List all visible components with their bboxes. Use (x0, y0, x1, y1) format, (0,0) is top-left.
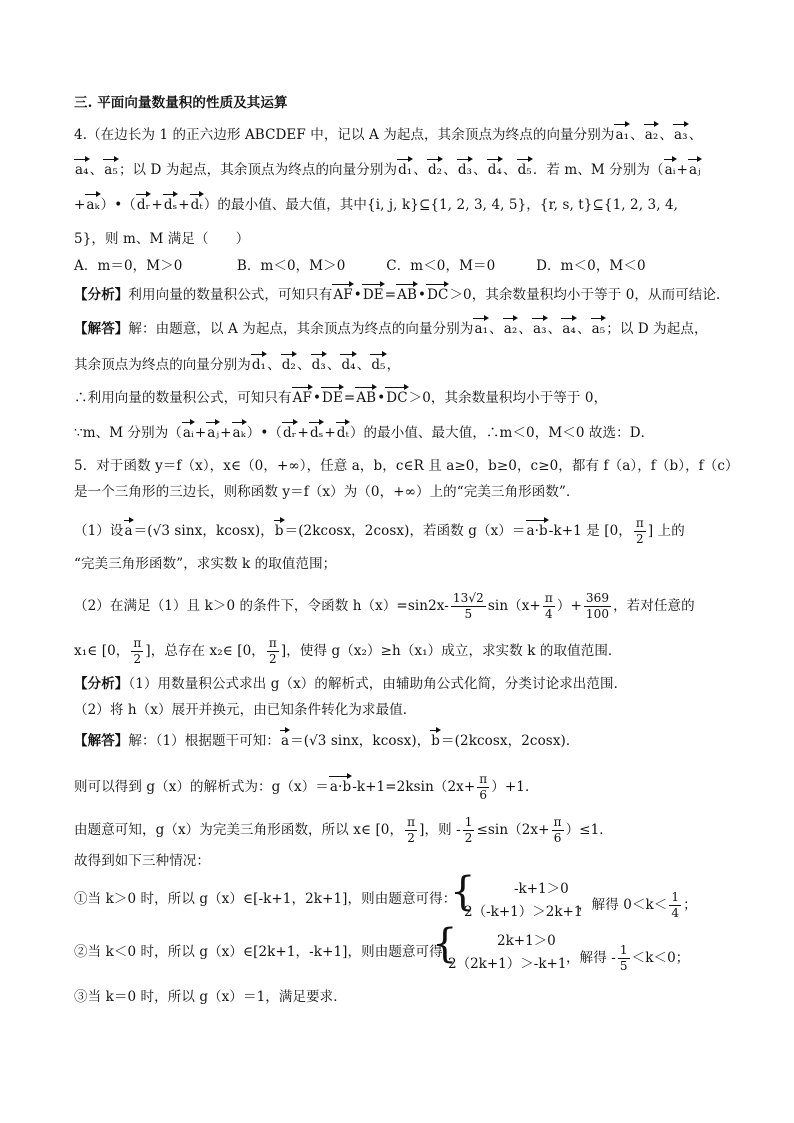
vector-a2: a₂ (644, 127, 659, 143)
analysis-tag: 【分析】 (74, 287, 129, 303)
q5-analysis-1: 【分析】（1）用数量积公式求出 g（x）的解析式，由辅助角公式化简，分类讨论求出范围． (74, 676, 628, 692)
fraction-369-over-100: $\frac{369}{100}$ (585, 591, 610, 621)
case-1-result: ，解得 0＜k＜ $\frac{1}{4}$ ； (578, 890, 697, 920)
q5-part2-line1: （2）在满足（1）且 k＞0 的条件下，令函数 h（x）=sin2x- $\frac{13√2}{5}$ sin（x+ $\frac{\pi}{4}$ ）+ $\frac{369}{100}$ ，若对任意的 (74, 591, 695, 621)
q4-line-1: 4.（在边长为 1 的正六边形 ABCDEF 中，记以 A 为起点，其余顶点为终点的向量分别为a₁、a₂、a₃、 (74, 127, 703, 143)
section-title: 三. 平面向量数量积的性质及其运算 (74, 95, 288, 111)
vector-a1: a₁ (615, 127, 630, 143)
q4-line-4: 5}，则 m、M 满足（ ） (74, 231, 250, 247)
q5-solution-3: 由题意可知，g（x）为完美三角形函数，所以 x∈ [0， $\frac{\pi}{2}$ ]，则 - $\frac{1}{2}$ ≤sin（2x+ $\frac{\pi}{6}$ ）≤1． (74, 815, 613, 845)
q5-solution-2: 则可以得到 g（x）的解析式为：g（x）＝a·b-k+1=2ksin（2x+ $\frac{\pi}{6}$ ）+1． (74, 772, 539, 802)
vector-d4: d₄ (487, 162, 502, 178)
q4-solution-3: ∴利用向量的数量积公式，可知只有AF•DE=AB•DC＞0，其余数量积均小于等于 0， (74, 390, 608, 406)
q5-part2-line2: x₁∈ [0， $\frac{\pi}{2}$ ]，总存在 x₂∈ [0， $\frac{\pi}{2}$ ]，使得 g（x₂）≥h（x₁）成立，求实数 k 的取值范围． (74, 636, 622, 666)
vector-d2: d₂ (427, 162, 443, 178)
q4-solution-1: 【解答】解：由题意，以 A 为起点，其余顶点为终点的向量分别为a₁、a₂、a₃、a₄、a₅；以 D 为起点， (74, 321, 708, 337)
q5-line-2: 是一个三角形的三边长，则称函数 y＝f（x）为（0，+∞）上的“完美三角形函数”． (74, 484, 580, 500)
q4-line-2: a₄、a₅；以 D 为起点，其余顶点为终点的向量分别为d₁、d₂、d₃、d₄、d₅．若 m、M 分别为（aᵢ+aⱼ (75, 162, 701, 178)
vector-d5: d₅ (517, 162, 532, 178)
case-2-result: ，解得 - $\frac{1}{5}$ ＜k＜0； (566, 943, 690, 973)
q5-analysis-2: （2）将 h（x）展开并换元，由已知条件转化为求最值． (74, 702, 417, 718)
q5-solution-4: 故得到如下三种情况： (74, 853, 210, 869)
vector-a4: a₄ (75, 162, 89, 178)
vector-d3: d₃ (457, 162, 473, 178)
q5-part1-line2: “完美三角形函数”，求实数 k 的取值范围； (74, 556, 337, 572)
case-2-brace: { (432, 921, 458, 967)
solution-tag: 【解答】 (74, 321, 129, 337)
fraction-pi-over-4: $\frac{\pi}{4}$ (544, 591, 553, 621)
q5-solution-1: 【解答】解：（1）根据题干可知：a＝(√3 sinx，kcosx)，b＝(2kcosx，2cosx)． (74, 733, 580, 749)
case-2-system-line-2: 2（2k+1）＞-k+1 (448, 956, 567, 972)
case-1-system-line-1: -k+1＞0 (514, 881, 569, 897)
case-1-brace: { (450, 869, 476, 915)
fraction-13root2-over-5: $\frac{13√2}{5}$ (452, 591, 484, 621)
q4-analysis: 【分析】利用向量的数量积公式，可知只有AF•DE=AB•DC＞0，其余数量积均小于等于 0，从而可结论． (74, 287, 730, 303)
case-2-system-line-1: 2k+1＞0 (497, 933, 556, 949)
q5-line-1: 5．对于函数 y＝f（x），x∈（0，+∞），任意 a，b，c∈R 且 a≥0，b≥0，c≥0，都有 f（a），f（b），f（c） (74, 458, 739, 474)
fraction-pi-over-2: $\frac{\pi}{2}$ (635, 516, 644, 546)
vector-d1: d₁ (398, 162, 413, 178)
case-3: ③当 k＝0 时，所以 g（x）＝1，满足要求． (74, 989, 347, 1005)
vector-a5: a₅ (104, 162, 118, 178)
case-2-label: ②当 k＜0 时，所以 g（x）∈[2k+1，-k+1]，则由题意可得 (74, 944, 443, 960)
q4-options: A．m＝0，M＞0 B．m＜0，M＞0 C．m＜0，M＝0 D．m＜0，M＜0 (74, 258, 646, 274)
case-1-label: ①当 k＞0 时，所以 g（x）∈[-k+1，2k+1]，则由题意可得： (74, 891, 457, 907)
case-1-system-line-2: 2（-k+1）＞2k+1 (464, 904, 583, 920)
q5-part1-line1: （1）设a＝(√3 sinx，kcosx)，b＝(2kcosx，2cosx)，若函数 g（x）＝a·b-k+1 是 [0， $\frac{\pi}{2}$ ] 上的 (74, 516, 685, 546)
vector-a3: a₃ (674, 127, 688, 143)
q4-line-3: +aₖ）•（dᵣ+dₛ+dₜ）的最小值、最大值，其中{i, j, k}⊆{1, 2, 3, 4, 5}，{r, s, t}⊆{1, 2, 3, 4, (74, 197, 679, 213)
q4-solution-4: ∵m、M 分别为（aᵢ+aⱼ+aₖ）•（dᵣ+dₛ+dₜ）的最小值、最大值，∴m＜0，M＜0 故选：D． (74, 425, 655, 441)
q4-solution-2: 其余顶点为终点的向量分别为d₁、d₂、d₃、d₄、d₅， (74, 357, 401, 373)
